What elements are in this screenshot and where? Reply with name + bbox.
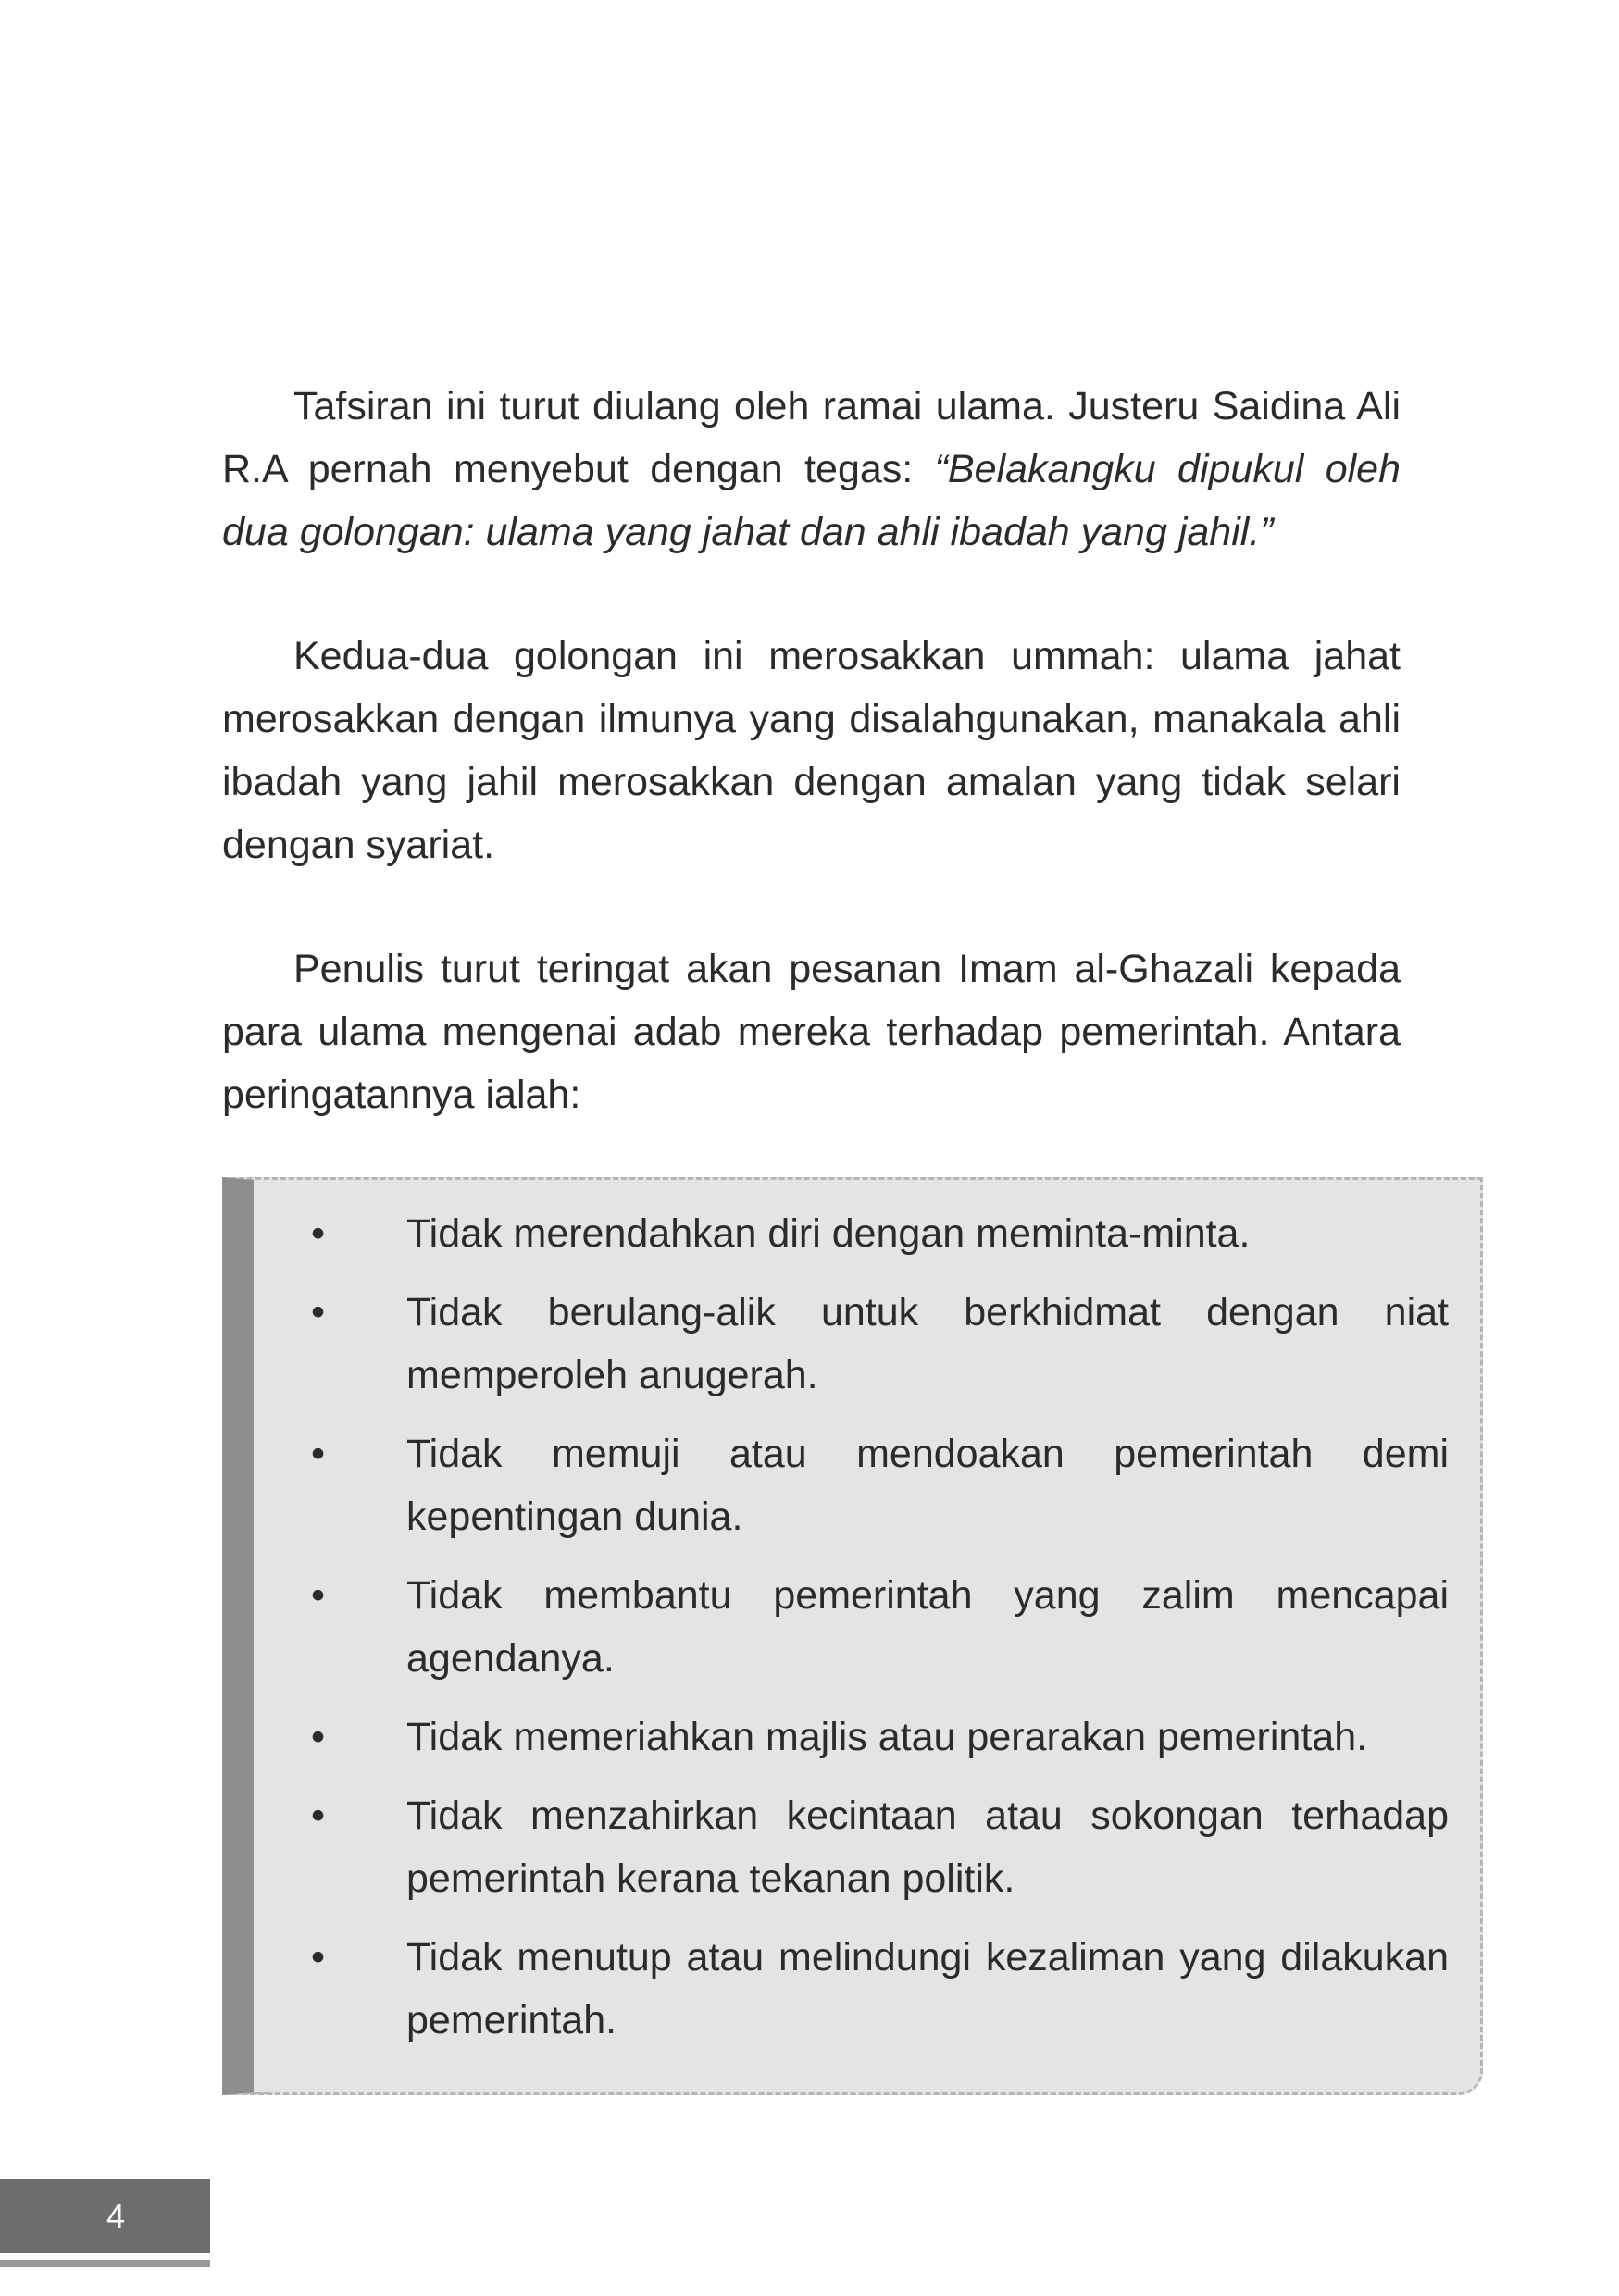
list-item-text: Tidak berulang-alik untuk berkhidmat dengan niat memperoleh anugerah. (406, 1290, 1449, 1397)
bullet-icon: • (311, 1290, 326, 1334)
bullet-icon: • (311, 1573, 326, 1618)
list-item-text: Tidak menutup atau melindungi kezaliman yang dilakukan pemerintah. (406, 1935, 1449, 2042)
callout-list (302, 1202, 1449, 2067)
bullet-icon: • (311, 1715, 326, 1759)
list-item (302, 1202, 1449, 1265)
list-item (302, 1784, 1449, 1910)
list-item (302, 1926, 1449, 2052)
list-item-text: Tidak menzahirkan kecintaan atau sokongan terhadap pemerintah kerana tekanan politik. (406, 1793, 1449, 1901)
list-item (302, 1564, 1449, 1690)
main-text (222, 375, 1401, 1187)
paragraph-3: Penulis turut teringat akan pesanan Imam al-Ghazali kepada para ulama mengenai adab mereka terhadap pemerintah. Antara peringatannya ialah: (222, 947, 1401, 1117)
paragraph-2: Kedua-dua golongan ini merosakkan ummah: ulama jahat merosakkan dengan ilmunya yang disalahgunakan, manakala ahli ibadah yang jahil merosakkan dengan amalan yang tidak selari dengan syariat. (222, 634, 1401, 867)
paragraph-1 (222, 375, 1401, 564)
list-item (302, 1422, 1449, 1548)
list-item-text: Tidak memeriahkan majlis atau perarakan pemerintah. (406, 1715, 1368, 1759)
list-item-text: Tidak merendahkan diri dengan meminta-minta. (406, 1211, 1251, 1256)
callout-box (222, 1177, 1483, 2095)
bullet-icon: • (311, 1793, 326, 1838)
paragraph-1-text: Tafsiran ini turut diulang oleh ramai ulama. Justeru Saidina Ali R.A pernah menyebut dengan tegas: (222, 384, 1401, 491)
list-item (302, 1706, 1449, 1769)
list-item-text: Tidak memuji atau mendoakan pemerintah demi kepentingan dunia. (406, 1432, 1449, 1539)
bullet-icon: • (311, 1935, 326, 1980)
footer-divider (0, 2260, 210, 2267)
bullet-icon: • (311, 1432, 326, 1476)
bullet-icon: • (311, 1211, 326, 1256)
page-number: 4 (106, 2197, 126, 2235)
list-item (302, 1281, 1449, 1407)
paragraph-1-quote: “Belakangku dipukul oleh dua golongan: ulama yang jahat dan ahli ibadah yang jahil.” (222, 447, 1401, 554)
list-item-text: Tidak membantu pemerintah yang zalim mencapai agendanya. (406, 1573, 1449, 1681)
